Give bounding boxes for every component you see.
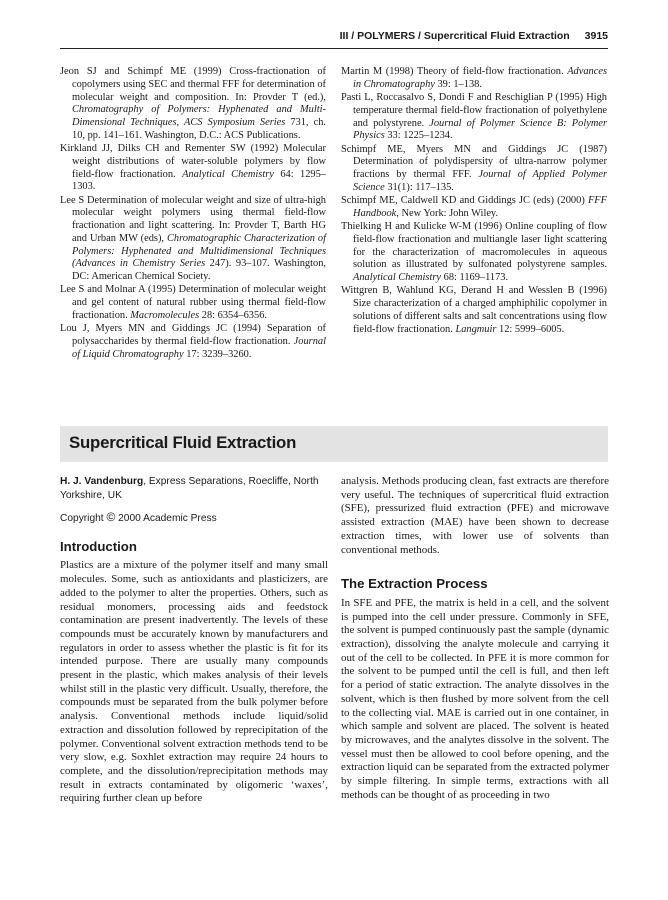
author-line	[60, 475, 328, 502]
author-name: H. J. Vandenburg	[60, 476, 144, 487]
running-header	[60, 30, 608, 46]
copyright-line: Copyright © 2000 Academic Press	[60, 510, 217, 524]
reference-entry: Schimpf ME, Caldwell KD and Giddings JC (eds) (2000) FFF Handbook, New York: John Wiley.	[341, 195, 607, 219]
reference-entry: Kirkland JJ, Dilks CH and Rementer SW (1992) Molecular weight distributions of water-soluble polymers by flow field-flow fractionation. Analytical Chemistry 64: 1295–1303.	[60, 143, 326, 193]
article-title-band	[60, 426, 608, 462]
introduction-continued-paragraph: analysis. Methods producing clean, fast extracts are therefore very useful. The techniques of supercritical fluid extraction (SFE), pressurized fluid extraction (PFE) and microwave assisted extraction (MAE) have been shown to decrease extraction times, with lower use of solvents than conventional methods.	[341, 475, 609, 556]
extraction-process-paragraph: In SFE and PFE, the matrix is held in a cell, and the solvent is pumped into the cell under pressure. Commonly in SFE, the solvent is pumped continuously past the sample (dynamic extraction), dissolving the analyte molecule and carrying it out of the cell to be collected. In PFE it is more common for the solvent to be pumped until the cell is full, and then left for a period of static extraction. The analyte dissolves in the solvent, which is then flushed by more solvent from the cell to the collecting vial. MAE is carried out in one container, in which sample and solvent are placed. The solvent is heated by microwaves, and the analytes dissolve in the solvent. The vessel must then be allowed to cool before opening, and the extraction liquid can be separated from the extracted polymer by simple filtering. In simple terms, extractions with all methods can be thought of as proceeding in two	[341, 596, 609, 801]
body-right-column	[341, 475, 609, 802]
page-number: 3915	[584, 30, 608, 42]
reference-entry: Lee S Determination of molecular weight and size of ultra-high molecular weight polymers using thermal field-flow fractionation and light scattering. In: Provder T, Barth HG and Urban MW (eds), Chromatographic Characterization of Polymers: Hyphenated and Multidimensional Techniques (Advances in Chemistry Series 247). 93–107. Washington, DC: American Chemical Society.	[60, 194, 326, 282]
reference-entry: Thielking H and Kulicke W-M (1996) Online coupling of flow field-flow fractionation and multiangle laser light scattering for the characterization of macromolecules in aqueous solution as illustrated by sulfonated polystyrene samples. Analytical Chemistry 68: 1169–1173.	[341, 221, 607, 283]
author-affiliation: , Express Separations, Roecliffe, North Yorkshire, UK	[60, 476, 319, 501]
introduction-paragraph: Plastics are a mixture of the polymer itself and many small molecules. Some, such as antioxidants and plasticizers, are added to the polymer to alter the properties. Others, such as residual monomers, processing aids and feedstock contamination are present inadvertently. The levels of these compounds must be accurately known by manufacturers and regulators in order to assess whether the plastic is fit for its intended purpose. There are usually many compounds present in the plastic, which makes analysis of their levels whilst still in the plastic very difficult. Usually, therefore, the compounds must be separated from the bulk polymer before analysis. Conventional methods include liquid/solid extraction and dissolution followed by reprecipitation of the polymer. Conventional solvent extraction methods tend to be very slow, e.g. Soxhlet extraction may require 24 hours to complete, and the dissolution/reprecipitation methods may result in extracts contaminated by oligomeric ‘waxes’, requiring further clean up before	[60, 559, 328, 805]
header-rule	[60, 48, 608, 49]
reference-entry: Lou J, Myers MN and Giddings JC (1994) Separation of polysaccharides by thermal field-flow fractionation. Journal of Liquid Chromatography 17: 3239–3260.	[60, 323, 326, 360]
reference-entry: Martin M (1998) Theory of field-flow fractionation. Advances in Chromatography 39: 1–138.	[341, 66, 607, 90]
section-heading-introduction: Introduction	[60, 538, 137, 554]
running-title: III / POLYMERS / Supercritical Fluid Extraction	[339, 30, 570, 42]
references-left-column	[60, 66, 326, 362]
reference-entry: Schimpf ME, Myers MN and Giddings JC (1987) Determination of polydispersity of ultra-narrow polymer fractions by thermal FFF. Journal of Applied Polymer Science 31(1): 117–135.	[341, 143, 607, 193]
reference-entry: Wittgren B, Wahlund KG, Derand H and Wesslen B (1996) Size characterization of a charged amphiphilic copolymer in solutions of different salts and salt concentrations using flow field-flow fractionation. Langmuir 12: 5999–6005.	[341, 285, 607, 335]
body-left-column	[60, 475, 328, 806]
references-right-column	[341, 66, 607, 337]
article-title: Supercritical Fluid Extraction	[69, 433, 297, 452]
reference-entry: Jeon SJ and Schimpf ME (1999) Cross-fractionation of copolymers using SEC and thermal FFF for determination of molecular weight and composition. In: Provder T (ed.), Chromatography of Polymers: Hyphenated and Multi-Dimensional Techniques, ACS Symposium Series 731, ch. 10, pp. 141–161. Washington, D.C.: ACS Publications.	[60, 66, 326, 141]
reference-entry: Lee S and Molnar A (1995) Determination of molecular weight and gel content of natural rubber using thermal field-flow fractionation. Macromolecules 28: 6354–6356.	[60, 284, 326, 321]
copyright-symbol: ©	[106, 510, 116, 524]
reference-entry: Pasti L, Roccasalvo S, Dondi F and Reschiglian P (1995) High temperature thermal field-flow fractionation of polyethylene and polystyrene. Journal of Polymer Science B: Polymer Physics 33: 1225–1234.	[341, 92, 607, 142]
section-heading-extraction-process: The Extraction Process	[341, 576, 488, 592]
